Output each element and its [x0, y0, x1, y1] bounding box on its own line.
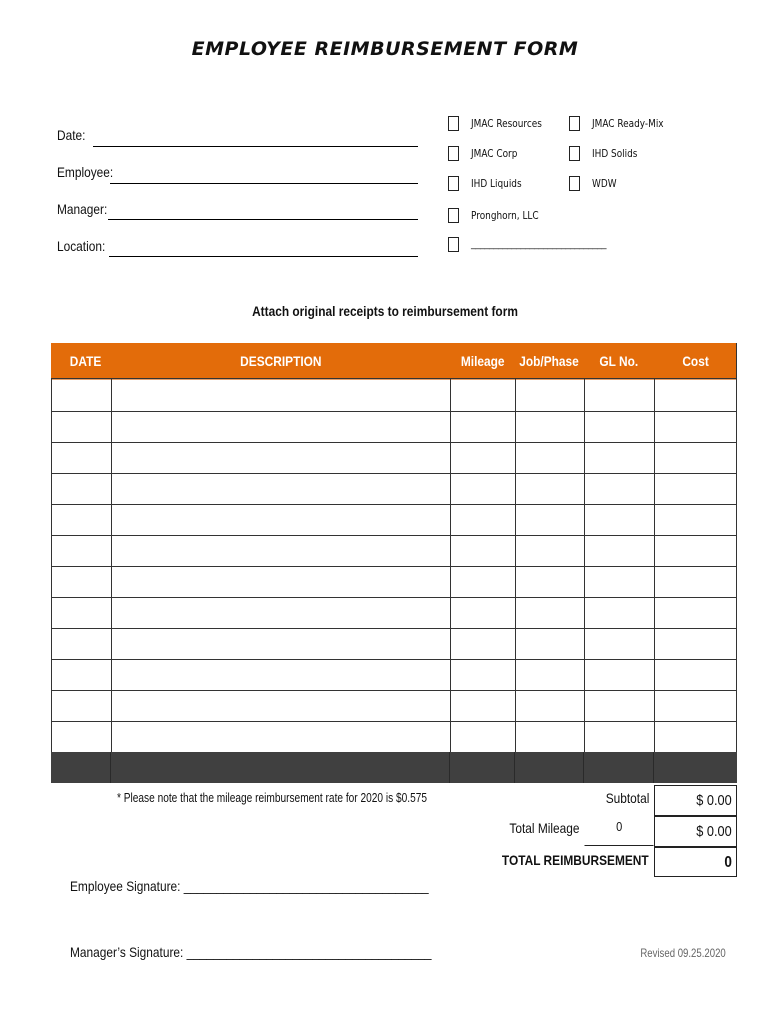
column-header-date: DATE — [51, 343, 111, 378]
manager-signature-field[interactable]: Manager’s Signature: _____________________________________ — [70, 944, 432, 960]
manager-label: Manager: — [57, 201, 108, 217]
table-row[interactable] — [51, 505, 737, 535]
company-label: IHD Liquids — [471, 177, 522, 190]
total-reimbursement-label: TOTAL REIMBURSEMENT — [502, 852, 649, 868]
location-field[interactable] — [109, 256, 418, 257]
table-footer-bar — [51, 752, 737, 783]
total-mileage-label: Total Mileage — [508, 820, 579, 836]
employee-signature-field[interactable]: Employee Signature: _____________________________________ — [70, 878, 429, 894]
company-option-wdw[interactable] — [569, 176, 621, 191]
subtotal-value: $ 0.00 — [654, 785, 737, 816]
checkbox[interactable] — [448, 237, 459, 252]
other-company-field[interactable]: ______________________________ — [471, 239, 606, 250]
checkbox[interactable] — [448, 146, 459, 161]
column-header-job-phase: Job/Phase — [515, 343, 584, 378]
location-label: Location: — [57, 238, 106, 254]
company-label: WDW — [592, 177, 617, 190]
receipts-instruction: Attach original receipts to reimbursement form — [252, 303, 518, 319]
employee-field[interactable] — [110, 183, 418, 184]
column-header-gl-no: GL No. — [584, 343, 654, 378]
total-reimbursement-value: 0 — [654, 847, 737, 877]
checkbox[interactable] — [569, 116, 580, 131]
checkbox[interactable] — [448, 176, 459, 191]
table-row[interactable] — [51, 660, 737, 690]
checkbox[interactable] — [569, 146, 580, 161]
company-option-jmac-corp[interactable] — [448, 146, 526, 161]
table-row[interactable] — [51, 598, 737, 628]
total-mileage-count[interactable]: 0 — [584, 815, 654, 846]
mileage-rate-note: * Please note that the mileage reimbursement rate for 2020 is $0.575 — [117, 790, 428, 805]
table-row[interactable] — [51, 567, 737, 597]
column-header-mileage: Mileage — [450, 343, 515, 378]
company-label: JMAC Corp — [471, 147, 518, 160]
company-option-pronghorn[interactable] — [448, 208, 551, 223]
company-label: JMAC Ready-Mix — [592, 117, 664, 130]
column-header-cost: Cost — [654, 343, 737, 378]
table-row[interactable] — [51, 536, 737, 566]
checkbox[interactable] — [448, 208, 459, 223]
total-mileage-value: $ 0.00 — [654, 816, 737, 847]
table-row[interactable] — [51, 629, 737, 659]
subtotal-label: Subtotal — [605, 790, 649, 806]
table-row[interactable] — [51, 412, 737, 442]
company-option-ihd-liquids[interactable] — [448, 176, 531, 191]
table-row[interactable] — [51, 443, 737, 473]
revision-date: Revised 09.25.2020 — [640, 946, 726, 960]
checkbox[interactable] — [569, 176, 580, 191]
table-row[interactable] — [51, 722, 737, 752]
company-option-jmac-ready-mix[interactable] — [569, 116, 676, 131]
company-option-jmac-resources[interactable] — [448, 116, 554, 131]
company-option-ihd-solids[interactable] — [569, 146, 645, 161]
column-header-description: DESCRIPTION — [111, 343, 450, 378]
date-label: Date: — [57, 127, 86, 143]
table-row[interactable] — [51, 691, 737, 721]
expense-table — [51, 343, 737, 783]
form-title: EMPLOYEE REIMBURSEMENT FORM — [191, 38, 579, 60]
table-row[interactable] — [51, 474, 737, 504]
table-row[interactable] — [51, 380, 737, 411]
date-field[interactable] — [93, 146, 418, 147]
company-label: Pronghorn, LLC — [471, 209, 539, 222]
company-option-other[interactable] — [448, 237, 606, 252]
employee-label: Employee: — [57, 164, 114, 180]
manager-field[interactable] — [108, 219, 418, 220]
company-label: JMAC Resources — [471, 117, 542, 130]
company-label: IHD Solids — [592, 147, 638, 160]
checkbox[interactable] — [448, 116, 459, 131]
